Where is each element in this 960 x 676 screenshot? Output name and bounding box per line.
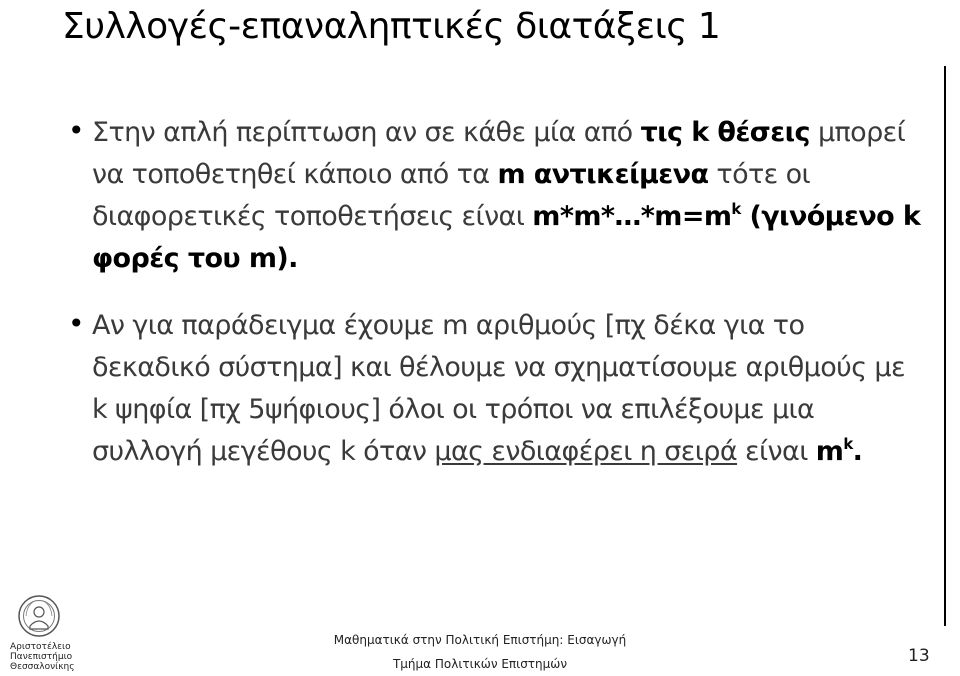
right-divider xyxy=(944,66,946,626)
logo-line: Αριστοτέλειο xyxy=(10,642,71,652)
formula-run: m*m*…*m=m xyxy=(532,201,732,232)
slide-title: Συλλογές-επαναληπτικές διατάξεις 1 xyxy=(62,6,721,47)
bold-run: m αντικείμενα xyxy=(497,159,709,190)
bullet-paragraph-2 xyxy=(92,305,922,473)
underlined-run: μας ενδιαφέρει η σειρά xyxy=(434,436,738,467)
page-number: 13 xyxy=(908,646,930,666)
text-run: Αν για παράδειγμα έχουμε m αριθμούς [πχ δέκα για το δεκαδικό σύστημα] και θέλουμε να σχηματίσουμε αριθμούς με k ψηφία [πχ 5ψήφιους] όλοι οι τρόποι να επιλέξουμε μια συλλογή μεγέθους k όταν xyxy=(92,310,905,467)
text-run: Στην απλή περίπτωση αν σε κάθε μία από xyxy=(92,117,641,148)
text-run: . xyxy=(852,436,863,467)
footer-course-title: Μαθηματικά στην Πολιτική Επιστήμη: Εισαγωγή xyxy=(333,633,627,647)
bullet-paragraph-1 xyxy=(92,112,922,280)
text-run: μπορεί να τοποθετηθεί κάποιο από τα xyxy=(92,117,906,190)
bullet-marker: • xyxy=(68,307,85,340)
text-run: τότε οι διαφορετικές τοποθετήσεις είναι xyxy=(92,159,811,232)
logo-line: Πανεπιστήμιο xyxy=(10,652,73,662)
bold-run: (γινόμενο k φορές του m). xyxy=(92,201,921,274)
bullet-marker: • xyxy=(68,114,85,147)
bold-run: τις k θέσεις xyxy=(640,117,810,148)
logo-line: Θεσσαλονίκης xyxy=(10,662,75,672)
exponent: k xyxy=(843,434,853,453)
text-run: είναι xyxy=(737,436,816,467)
formula-run: m xyxy=(815,436,844,467)
footer-department: Τμήμα Πολιτικών Επιστημών xyxy=(392,657,568,671)
exponent: k xyxy=(731,199,741,218)
